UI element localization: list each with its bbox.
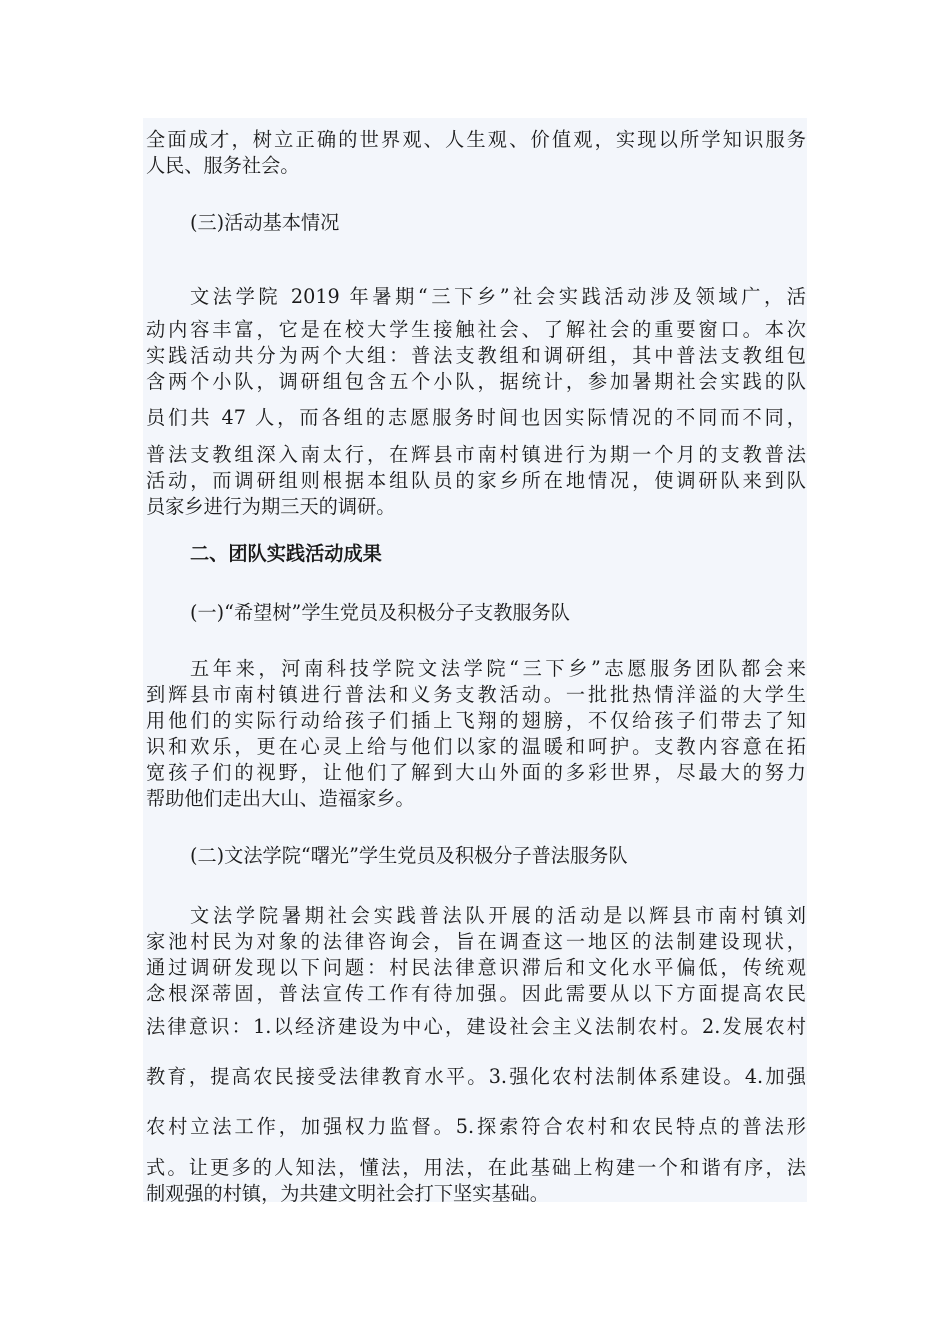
text-line: 宽孩子们的视野，让他们了解到大山外面的多彩世界，尽最大的努力 [146,761,806,784]
text-line: 实践活动共分为两个大组：普法支教组和调研组，其中普法支教组包 [146,344,806,367]
text-line: 教育，提高农民接受法律教育水平。3.强化农村法制体系建设。4.加强 [146,1065,806,1088]
text-line: 员们共 47 人，而各组的志愿服务时间也因实际情况的不同而不同， [146,406,806,429]
text-line: 含两个小队，调研组包含五个小队，据统计，参加暑期社会实践的队 [146,370,806,393]
text-line: 动内容丰富，它是在校大学生接触社会、了解社会的重要窗口。本次 [146,318,806,341]
text-line: 活动，而调研组则根据本组队员的家乡所在地情况，使调研队来到队 [146,469,806,492]
text-line: 到辉县市南村镇进行普法和义务支教活动。一批批热情洋溢的大学生 [146,683,806,706]
text-line: 文法学院暑期社会实践普法队开展的活动是以辉县市南村镇刘 [190,904,806,927]
text-line: 农村立法工作，加强权力监督。5.探索符合农村和农民特点的普法形 [146,1115,806,1138]
text-line: 识和欢乐，更在心灵上给与他们以家的温暖和呵护。支教内容意在拓 [146,735,806,758]
section-heading: (三)活动基本情况 [190,211,340,234]
text-line: 式。让更多的人知法，懂法，用法，在此基础上构建一个和谐有序，法 [146,1156,806,1179]
text-line: 通过调研发现以下问题：村民法律意识滞后和文化水平偏低，传统观 [146,956,806,979]
text-line: 全面成才，树立正确的世界观、人生观、价值观，实现以所学知识服务 [146,128,806,151]
text-line: 五年来，河南科技学院文法学院“三下乡”志愿服务团队都会来 [190,657,806,680]
section-heading: (一)“希望树”学生党员及积极分子支教服务队 [190,601,570,624]
section-heading: (二)文法学院“曙光”学生党员及积极分子普法服务队 [190,844,628,867]
text-line: 文法学院 2019 年暑期“三下乡”社会实践活动涉及领域广，活 [190,285,806,308]
text-line: 法律意识：1.以经济建设为中心，建设社会主义法制农村。2.发展农村 [146,1015,806,1038]
text-line: 普法支教组深入南太行，在辉县市南村镇进行为期一个月的支教普法 [146,443,806,466]
text-line: 用他们的实际行动给孩子们插上飞翔的翅膀，不仅给孩子们带去了知 [146,709,806,732]
text-line: 念根深蒂固，普法宣传工作有待加强。因此需要从以下方面提高农民 [146,982,806,1005]
text-line: 员家乡进行为期三天的调研。 [146,495,396,518]
chapter-heading: 二、团队实践活动成果 [190,542,382,565]
text-line: 家池村民为对象的法律咨询会，旨在调查这一地区的法制建设现状， [146,930,806,953]
text-line: 制观强的村镇，为共建文明社会打下坚实基础。 [146,1182,549,1205]
text-line: 帮助他们走出大山、造福家乡。 [146,787,415,810]
text-line: 人民、服务社会。 [146,154,300,177]
